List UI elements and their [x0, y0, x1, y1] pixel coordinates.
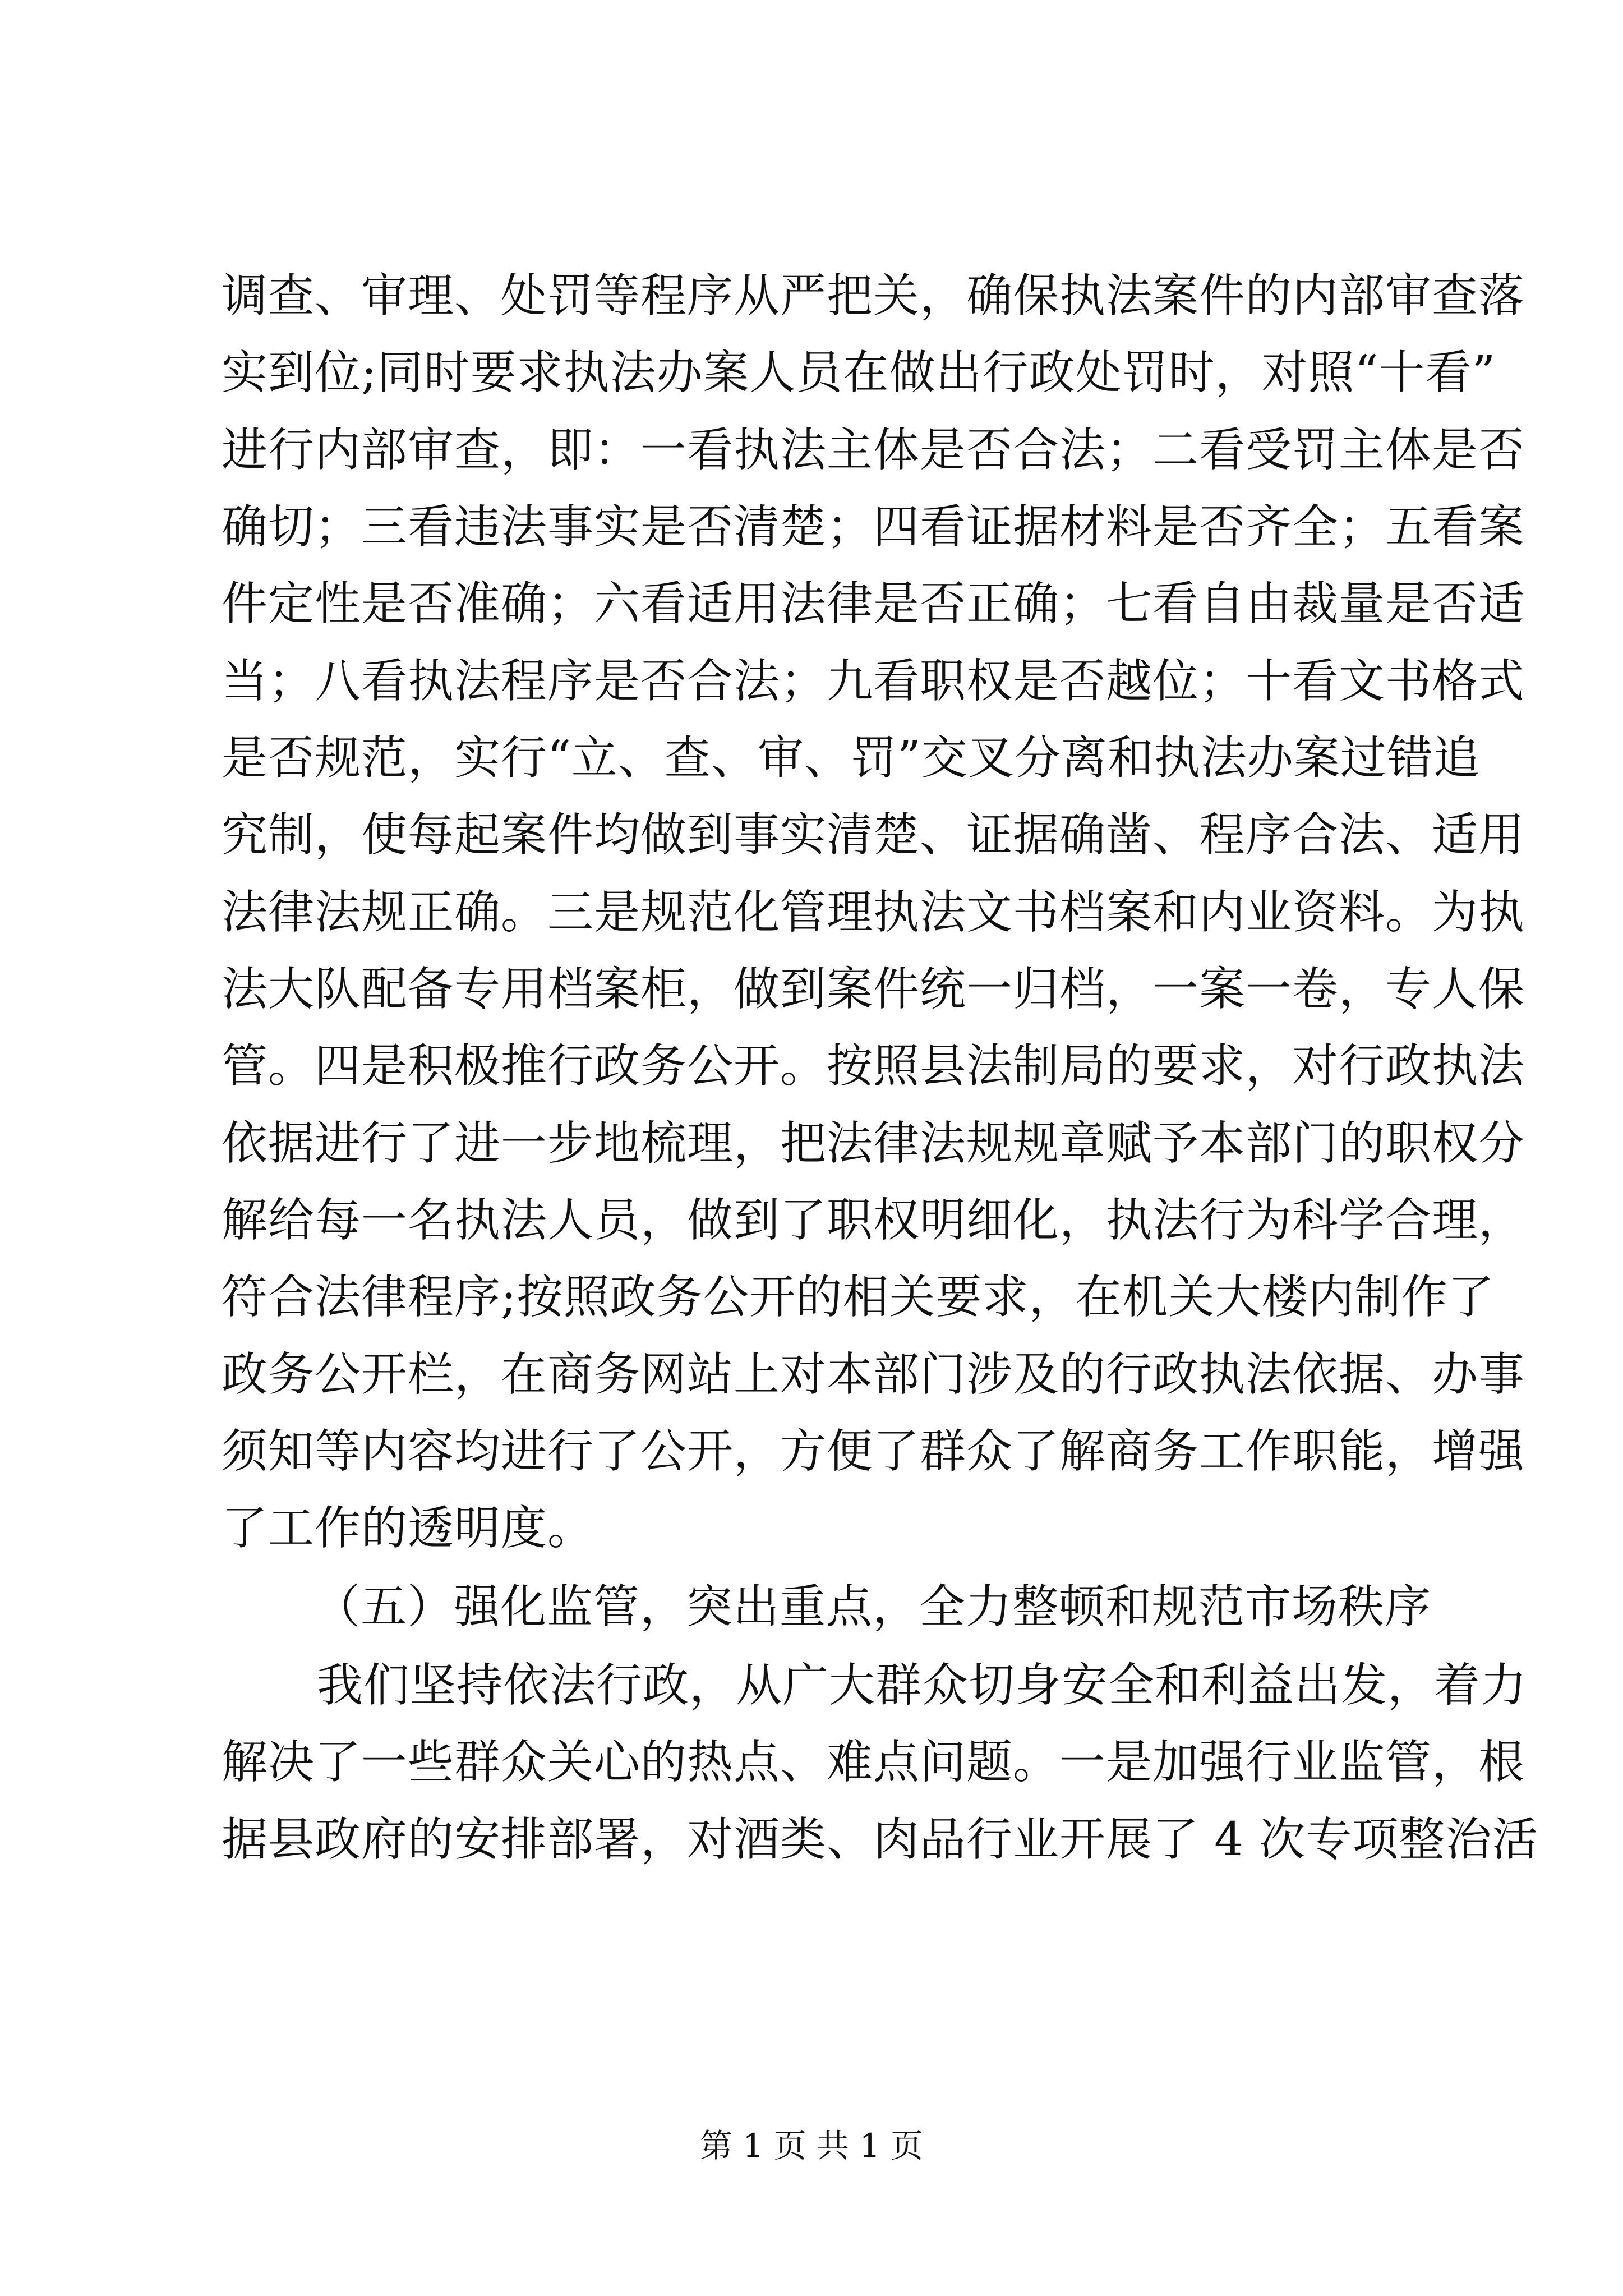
text-line: 调查、审理、处罚等程序从严把关，确保执法案件的内部审查落 [222, 269, 1525, 323]
text-line: 须知等内容均进行了公开，方便了群众了解商务工作职能，增强 [222, 1425, 1525, 1478]
text-line: 政务公开栏，在商务网站上对本部门涉及的行政执法依据、办事 [222, 1348, 1525, 1401]
text-line: 管。四是积极推行政务公开。按照县法制局的要求，对行政执法 [222, 1039, 1525, 1093]
text-line: 究制，使每起案件均做到事实清楚、证据确凿、程序合法、适用 [222, 808, 1525, 862]
text-line: 据县政府的安排部署，对酒类、肉品行业开展了 4 次专项整治活 [222, 1813, 1539, 1866]
text-line: 解决了一些群众关心的热点、难点问题。一是加强行业监管，根 [222, 1736, 1525, 1789]
text-line: 法大队配备专用档案柜，做到案件统一归档，一案一卷，专人保 [222, 963, 1525, 1016]
text-line: 件定性是否准确；六看适用法律是否正确；七看自由裁量是否适 [222, 577, 1525, 631]
text-line: 进行内部审查，即：一看执法主体是否合法；二看受罚主体是否 [222, 424, 1525, 477]
text-line: 依据进行了进一步地梳理，把法律法规规章赋予本部门的职权分 [222, 1117, 1525, 1170]
page-footer: 第 1 页 共 1 页 [700, 2127, 923, 2165]
text-line: 确切；三看违法事实是否清楚；四看证据材料是否齐全；五看案 [222, 500, 1525, 554]
text-line: 符合法律程序;按照政务公开的相关要求，在机关大楼内制作了 [222, 1271, 1495, 1324]
text-line: 当；八看执法程序是否合法；九看职权是否越位；十看文书格式 [222, 655, 1525, 708]
text-line: 我们坚持依法行政，从广大群众切身安全和利益出发，着力 [317, 1659, 1528, 1712]
text-line: 法律法规正确。三是规范化管理执法文书档案和内业资料。为执 [222, 886, 1525, 939]
text-line: 了工作的透明度。 [222, 1502, 594, 1555]
text-line: 是否规范，实行“立、查、审、罚”交叉分离和执法办案过错追 [222, 731, 1480, 785]
text-line: 实到位;同时要求执法办案人员在做出行政处罚时，对照“十看” [222, 346, 1496, 399]
section-heading: （五）强化监管，突出重点，全力整顿和规范市场秩序 [314, 1580, 1432, 1634]
text-line: 解给每一名执法人员，做到了职权明细化，执法行为科学合理， [222, 1194, 1525, 1247]
